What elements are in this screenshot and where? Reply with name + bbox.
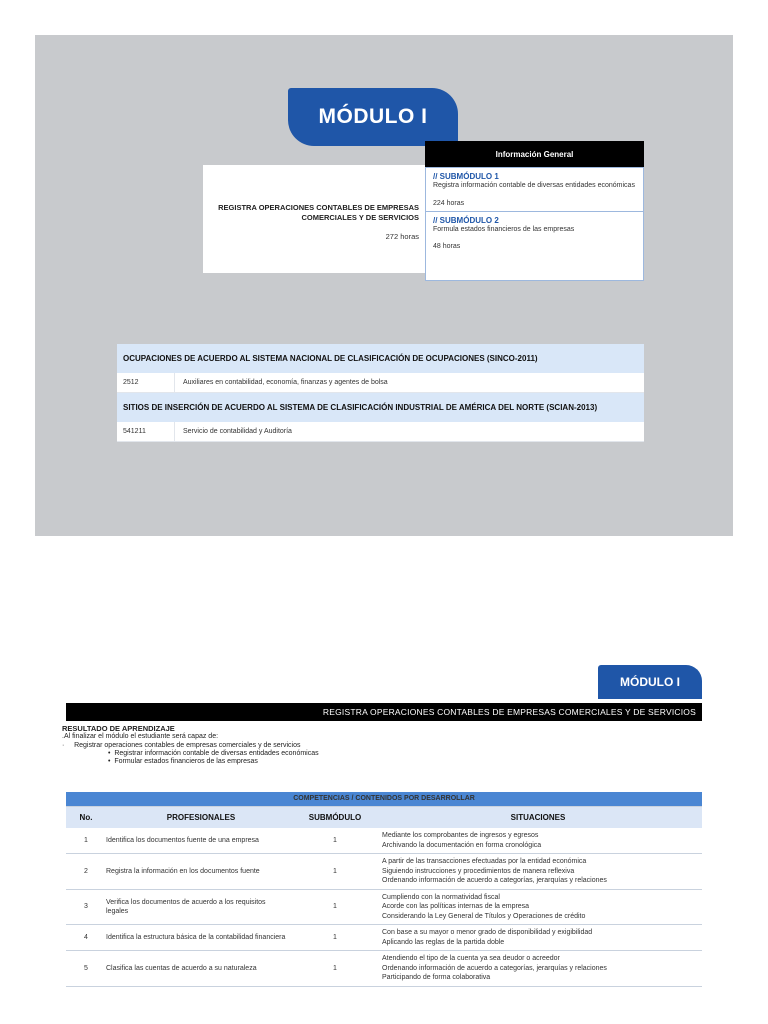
situation-line: Siguiendo instrucciones y procedimientos de manera reflexiva: [382, 867, 575, 875]
header-situations: SITUACIONES: [374, 806, 702, 828]
header-submodule: SUBMÓDULO: [296, 806, 374, 828]
submodule-2: [426, 211, 643, 255]
row-submodule: 1: [296, 854, 374, 890]
occupation-desc: Auxiliares en contabilidad, economía, finanzas y agentes de bolsa: [183, 379, 388, 386]
submodule-desc: Registra información contable de diversas entidades económicas: [433, 182, 635, 189]
site-code: 541211: [117, 422, 175, 441]
occupation-row: [117, 373, 644, 393]
row-professional: Identifica la estructura básica de la contabilidad financiera: [106, 925, 296, 951]
row-number: 5: [66, 951, 106, 987]
row-situations: [374, 925, 702, 951]
learning-sub-item: • Formular estados financieros de las empresas: [108, 758, 258, 766]
submodule-title: // SUBMÓDULO 1: [433, 172, 499, 181]
occupations-header: OCUPACIONES DE ACUERDO AL SISTEMA NACIONAL DE CLASIFICACIÓN DE OCUPACIONES (SINCO-2011): [117, 344, 644, 373]
situation-line: Considerando la Ley General de Títulos y Operaciones de crédito: [382, 912, 586, 920]
row-situations: [374, 828, 702, 854]
learning-bullet-text: Registrar operaciones contables de empresas comerciales y de servicios: [74, 741, 301, 749]
row-professional: Registra la información en los documentos fuente: [106, 854, 296, 890]
row-submodule: 1: [296, 925, 374, 951]
situation-line: Mediante los comprobantes de ingresos y egresos: [382, 832, 539, 839]
row-situations: [374, 951, 702, 987]
learning-intro: .Al finalizar el módulo el estudiante será capaz de:: [62, 733, 219, 741]
module-title-bar: REGISTRA OPERACIONES CONTABLES DE EMPRESAS COMERCIALES Y DE SERVICIOS: [66, 703, 702, 721]
row-professional: Verifica los documentos de acuerdo a los requisitos legales: [106, 889, 296, 925]
occupation-code: 2512: [117, 373, 175, 392]
competencies-body: [66, 828, 702, 986]
table-row: [66, 854, 702, 890]
table-row: [66, 889, 702, 925]
row-situations: [374, 854, 702, 890]
row-number: 3: [66, 889, 106, 925]
submodule-title: // SUBMÓDULO 2: [433, 215, 499, 225]
row-number: 2: [66, 854, 106, 890]
situation-line: Archivando la documentación en forma cronológica: [382, 841, 542, 849]
module-tab-page2: MÓDULO I: [598, 665, 702, 699]
learning-outcome: [62, 725, 482, 766]
learning-sub-text: Formular estados financieros de las empresas: [114, 758, 258, 766]
learning-bullet: · Registrar operaciones contables de empresas comerciales y de servicios: [62, 741, 301, 749]
table-header-row: [66, 806, 702, 828]
course-box: [203, 165, 425, 273]
situation-line: Participando de forma colaborativa: [382, 974, 491, 981]
competencies-table: [66, 792, 702, 987]
learning-sub-text: Registrar información contable de diversas entidades económicas: [114, 749, 319, 757]
header-professional: PROFESIONALES: [106, 806, 296, 828]
table-row: [66, 951, 702, 987]
row-submodule: 1: [296, 889, 374, 925]
occupations-block: [117, 344, 644, 442]
course-hours: 272 horas: [385, 232, 419, 241]
situation-line: Aplicando las reglas de la partida doble: [382, 938, 505, 946]
row-situations: [374, 889, 702, 925]
situation-line: Acorde con las políticas internas de la empresa: [382, 903, 530, 910]
module-tab: MÓDULO I: [288, 88, 458, 146]
situation-line: A partir de las transacciones efectuadas por la entidad económica: [382, 858, 587, 865]
table-row: [66, 925, 702, 951]
page-one: [35, 35, 733, 536]
learning-sub-item: • Registrar información contable de diversas entidades económicas: [108, 749, 319, 757]
general-info-bar: Información General: [425, 141, 644, 167]
submodule-hours: 48 horas: [433, 243, 461, 250]
row-submodule: 1: [296, 951, 374, 987]
situation-line: Con base a su mayor o menor grado de disponibilidad y exigibilidad: [382, 929, 593, 936]
table-row: [66, 828, 702, 854]
site-desc: Servicio de contabilidad y Auditoría: [183, 428, 292, 435]
row-professional: Identifica los documentos fuente de una empresa: [106, 828, 296, 854]
submodule-hours: 224 horas: [433, 199, 465, 207]
learning-heading: RESULTADO DE APRENDIZAJE: [62, 724, 175, 733]
situation-line: Cumpliendo con la normatividad fiscal: [382, 893, 500, 901]
site-row: [117, 422, 644, 442]
row-number: 4: [66, 925, 106, 951]
situation-line: Atendiendo el tipo de la cuenta ya sea deudor o acreedor: [382, 955, 560, 962]
sites-header: SITIOS DE INSERCIÓN DE ACUERDO AL SISTEMA DE CLASIFICACIÓN INDUSTRIAL DE AMÉRICA DEL NORTE (SCIAN-2013): [117, 393, 644, 422]
competencies-title: COMPETENCIAS / CONTENIDOS POR DESARROLLAR: [66, 792, 702, 806]
header-no: No.: [66, 806, 106, 828]
situation-line: Ordenando información de acuerdo a categorías, jerarquías y relaciones: [382, 877, 607, 884]
row-submodule: 1: [296, 828, 374, 854]
submodules-box: [425, 167, 644, 281]
row-professional: Clasifica las cuentas de acuerdo a su naturaleza: [106, 951, 296, 987]
submodule-desc: Formula estados financieros de las empresas: [433, 225, 575, 233]
row-number: 1: [66, 828, 106, 854]
submodule-1: [426, 168, 643, 211]
course-title: REGISTRA OPERACIONES CONTABLES DE EMPRESAS COMERCIALES Y DE SERVICIOS: [218, 203, 419, 222]
situation-line: Ordenando información de acuerdo a categorías, jerarquías y relaciones: [382, 964, 607, 972]
